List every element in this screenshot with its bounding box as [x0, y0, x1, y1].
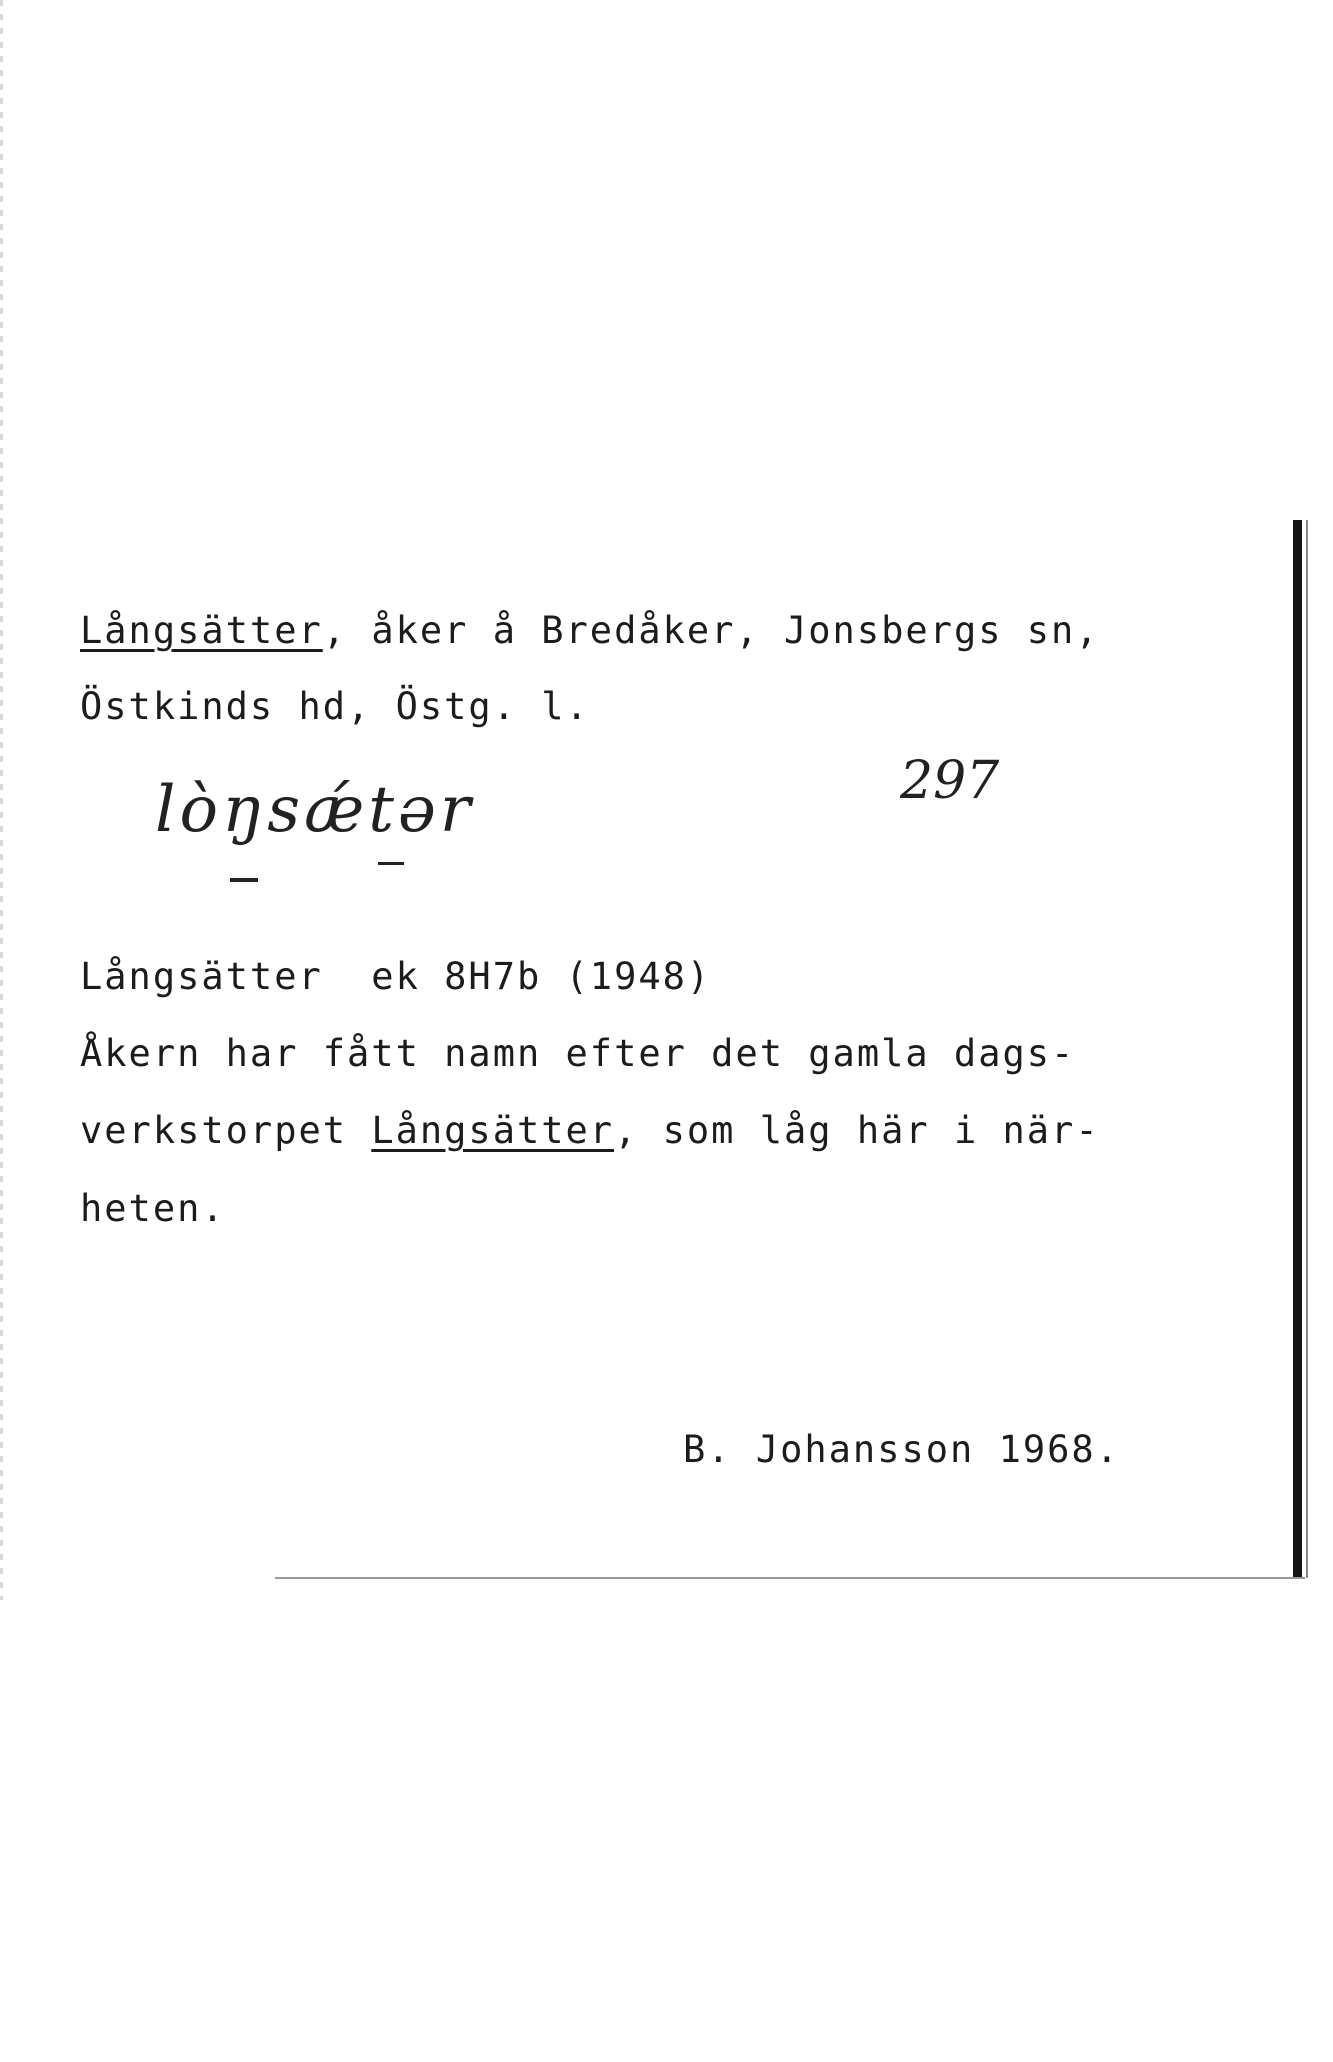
card-right-edge-shadow: [1306, 520, 1308, 1578]
headword: Långsätter: [80, 609, 323, 652]
note-line-2: [80, 1109, 1100, 1152]
entry-line-2: Östkinds hd, Östg. l.: [80, 685, 590, 728]
entry-description: , åker å Bredåker, Jonsbergs sn,: [322, 609, 1100, 652]
entry-line-1: [80, 609, 1100, 652]
note-line-2-end: , som låg här i när-: [614, 1109, 1100, 1152]
note-line-3: heten.: [80, 1187, 226, 1230]
phonetic-length-mark: [378, 862, 404, 865]
note-placename: Långsätter: [371, 1109, 615, 1152]
note-line-2-start: verkstorpet: [80, 1109, 372, 1152]
card-right-edge: [1293, 520, 1302, 1578]
note-line-1: Åkern har fått namn efter det gamla dags-: [80, 1032, 1076, 1075]
handwritten-number: 297: [900, 751, 1000, 811]
card-bottom-edge: [275, 1577, 1305, 1579]
phonetic-underline-mark: [230, 878, 258, 882]
phonetic-transcription: lòŋsǽtər: [155, 773, 475, 847]
source-line: Långsätter ek 8H7b (1948): [80, 955, 712, 998]
scan-left-edge: [0, 0, 3, 1600]
signature: B. Johansson 1968.: [683, 1428, 1120, 1471]
